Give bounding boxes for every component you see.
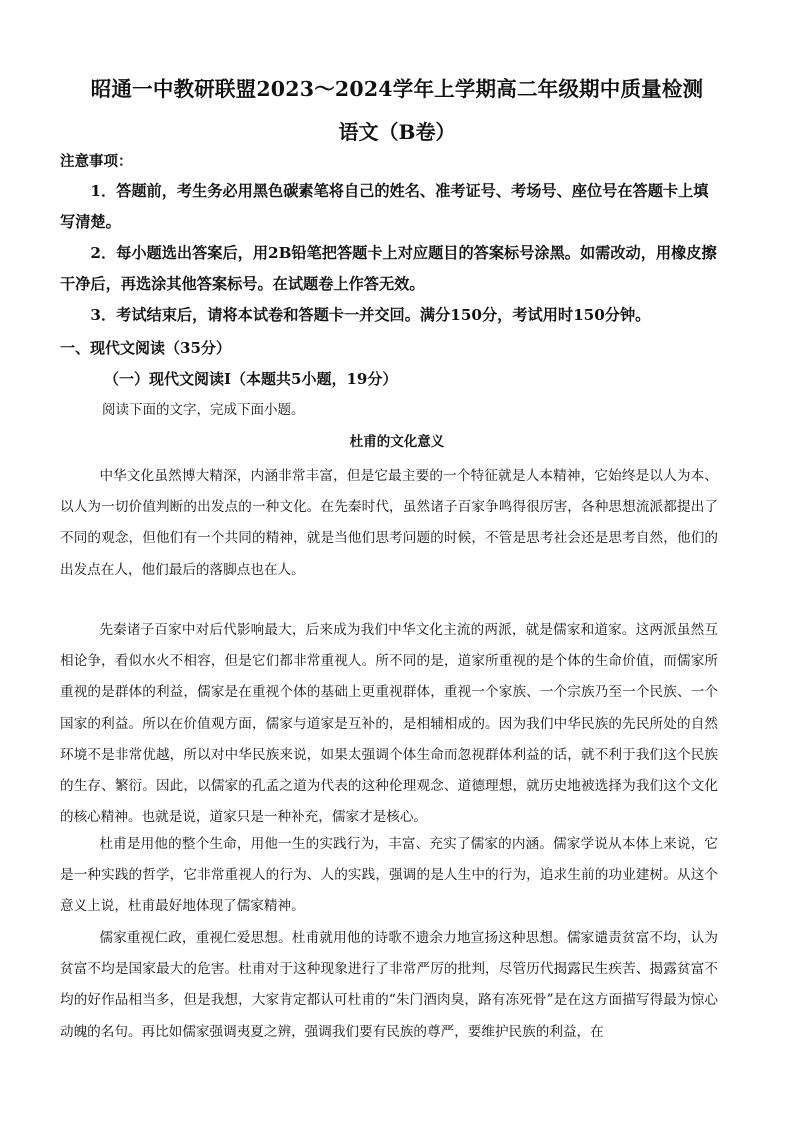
subsection-heading: （一）现代文阅读Ⅰ（本题共5小题，19分） [104,370,398,388]
exam-subtitle: 语文（B卷） [338,120,456,144]
notice-item-3: 3．考试结束后，请将本试卷和答题卡一并交回。满分150分，考试用时150分钟。 [90,306,651,324]
article-paragraph-3: 杜甫是用他的整个生命，用他一生的实践行为，丰富、充实了儒家的内涵。儒家学说从本体上来说，它是一种实践的哲学，它非常重视人的行为、人的实践，强调的是人生中的行为，追求生前的功业建树。从这个意义上说，杜甫最好地体现了儒家精神。 [60,836,718,915]
article-paragraph-2: 先秦诸子百家中对后代影响最大，后来成为我们中华文化主流的两派，就是儒家和道家。这两派虽然互相论争，看似水火不相容，但是它们都非常重视人。所不同的是，道家所重视的是个体的生命价值，而儒家所重视的是群体的利益，儒家是在重视个体的基础上更重视群体，重视一个家族、一个宗族乃至一个民族、一个国家的利益。所以在价值观方面，儒家与道家是互补的，是相辅相成的。因为我们中华民族的先民所处的自然环境不是非常优越，所以对中华民族来说，如果太强调个体生命而忽视群体利益的话，就不利于我们这个民族的生存、繁衍。因此，以儒家的孔孟之道为代表的这种伦理观念、道德理想，就历史地被选择为我们这个文化的核心精神。也就是说，道家只是一种补充，儒家才是核心。 [60,622,718,826]
article-title: 杜甫的文化意义 [349,434,445,450]
notice-heading: 注意事项： [60,153,133,170]
reading-instruction: 阅读下面的文字，完成下面小题。 [102,402,305,418]
notice-item-2: 2．每小题选出答案后，用2B铅笔把答题卡上对应题目的答案标号涂黑。如需改动，用橡皮擦干净后，再选涂其他答案标号。在试题卷上作答无效。 [60,244,717,293]
notice-item-1: 1．答题前，考生务必用黑色碳素笔将自己的姓名、准考证号、考场号、座位号在答题卡上填写清楚。 [60,182,709,231]
exam-title: 昭通一中教研联盟2023～2024学年上学期高二年级期中质量检测 [90,77,704,101]
article-paragraph-1: 中华文化虽然博大精深，内涵非常丰富，但是它最主要的一个特征就是人本精神，它始终是以人为本、以人为一切价值判断的出发点的一种文化。在先秦时代，虽然诸子百家争鸣得很厉害，各种思想流派都提出了不同的观念，但他们有一个共同的精神，就是当他们思考问题的时候，不管是思考社会还是思考自然，他们的出发点在人，他们最后的落脚点也在人。 [60,468,718,578]
article-paragraph-4: 儒家重视仁政，重视仁爱思想。杜甫就用他的诗歌不遗余力地宣扬这种思想。儒家谴责贫富不均，认为贫富不均是国家最大的危害。杜甫对于这种现象进行了非常严厉的批判，尽管历代揭露民生疾苦、揭露贫富不均的好作品相当多，但是我想，大家肯定都认可杜甫的“朱门酒肉臭，路有冻死骨”是在这方面描写得最为惊心动魄的名句。再比如儒家强调夷夏之辨，强调我们要有民族的尊严，要维护民族的利益，在 [60,930,718,1040]
section-heading: 一、现代文阅读（35分） [60,339,231,357]
